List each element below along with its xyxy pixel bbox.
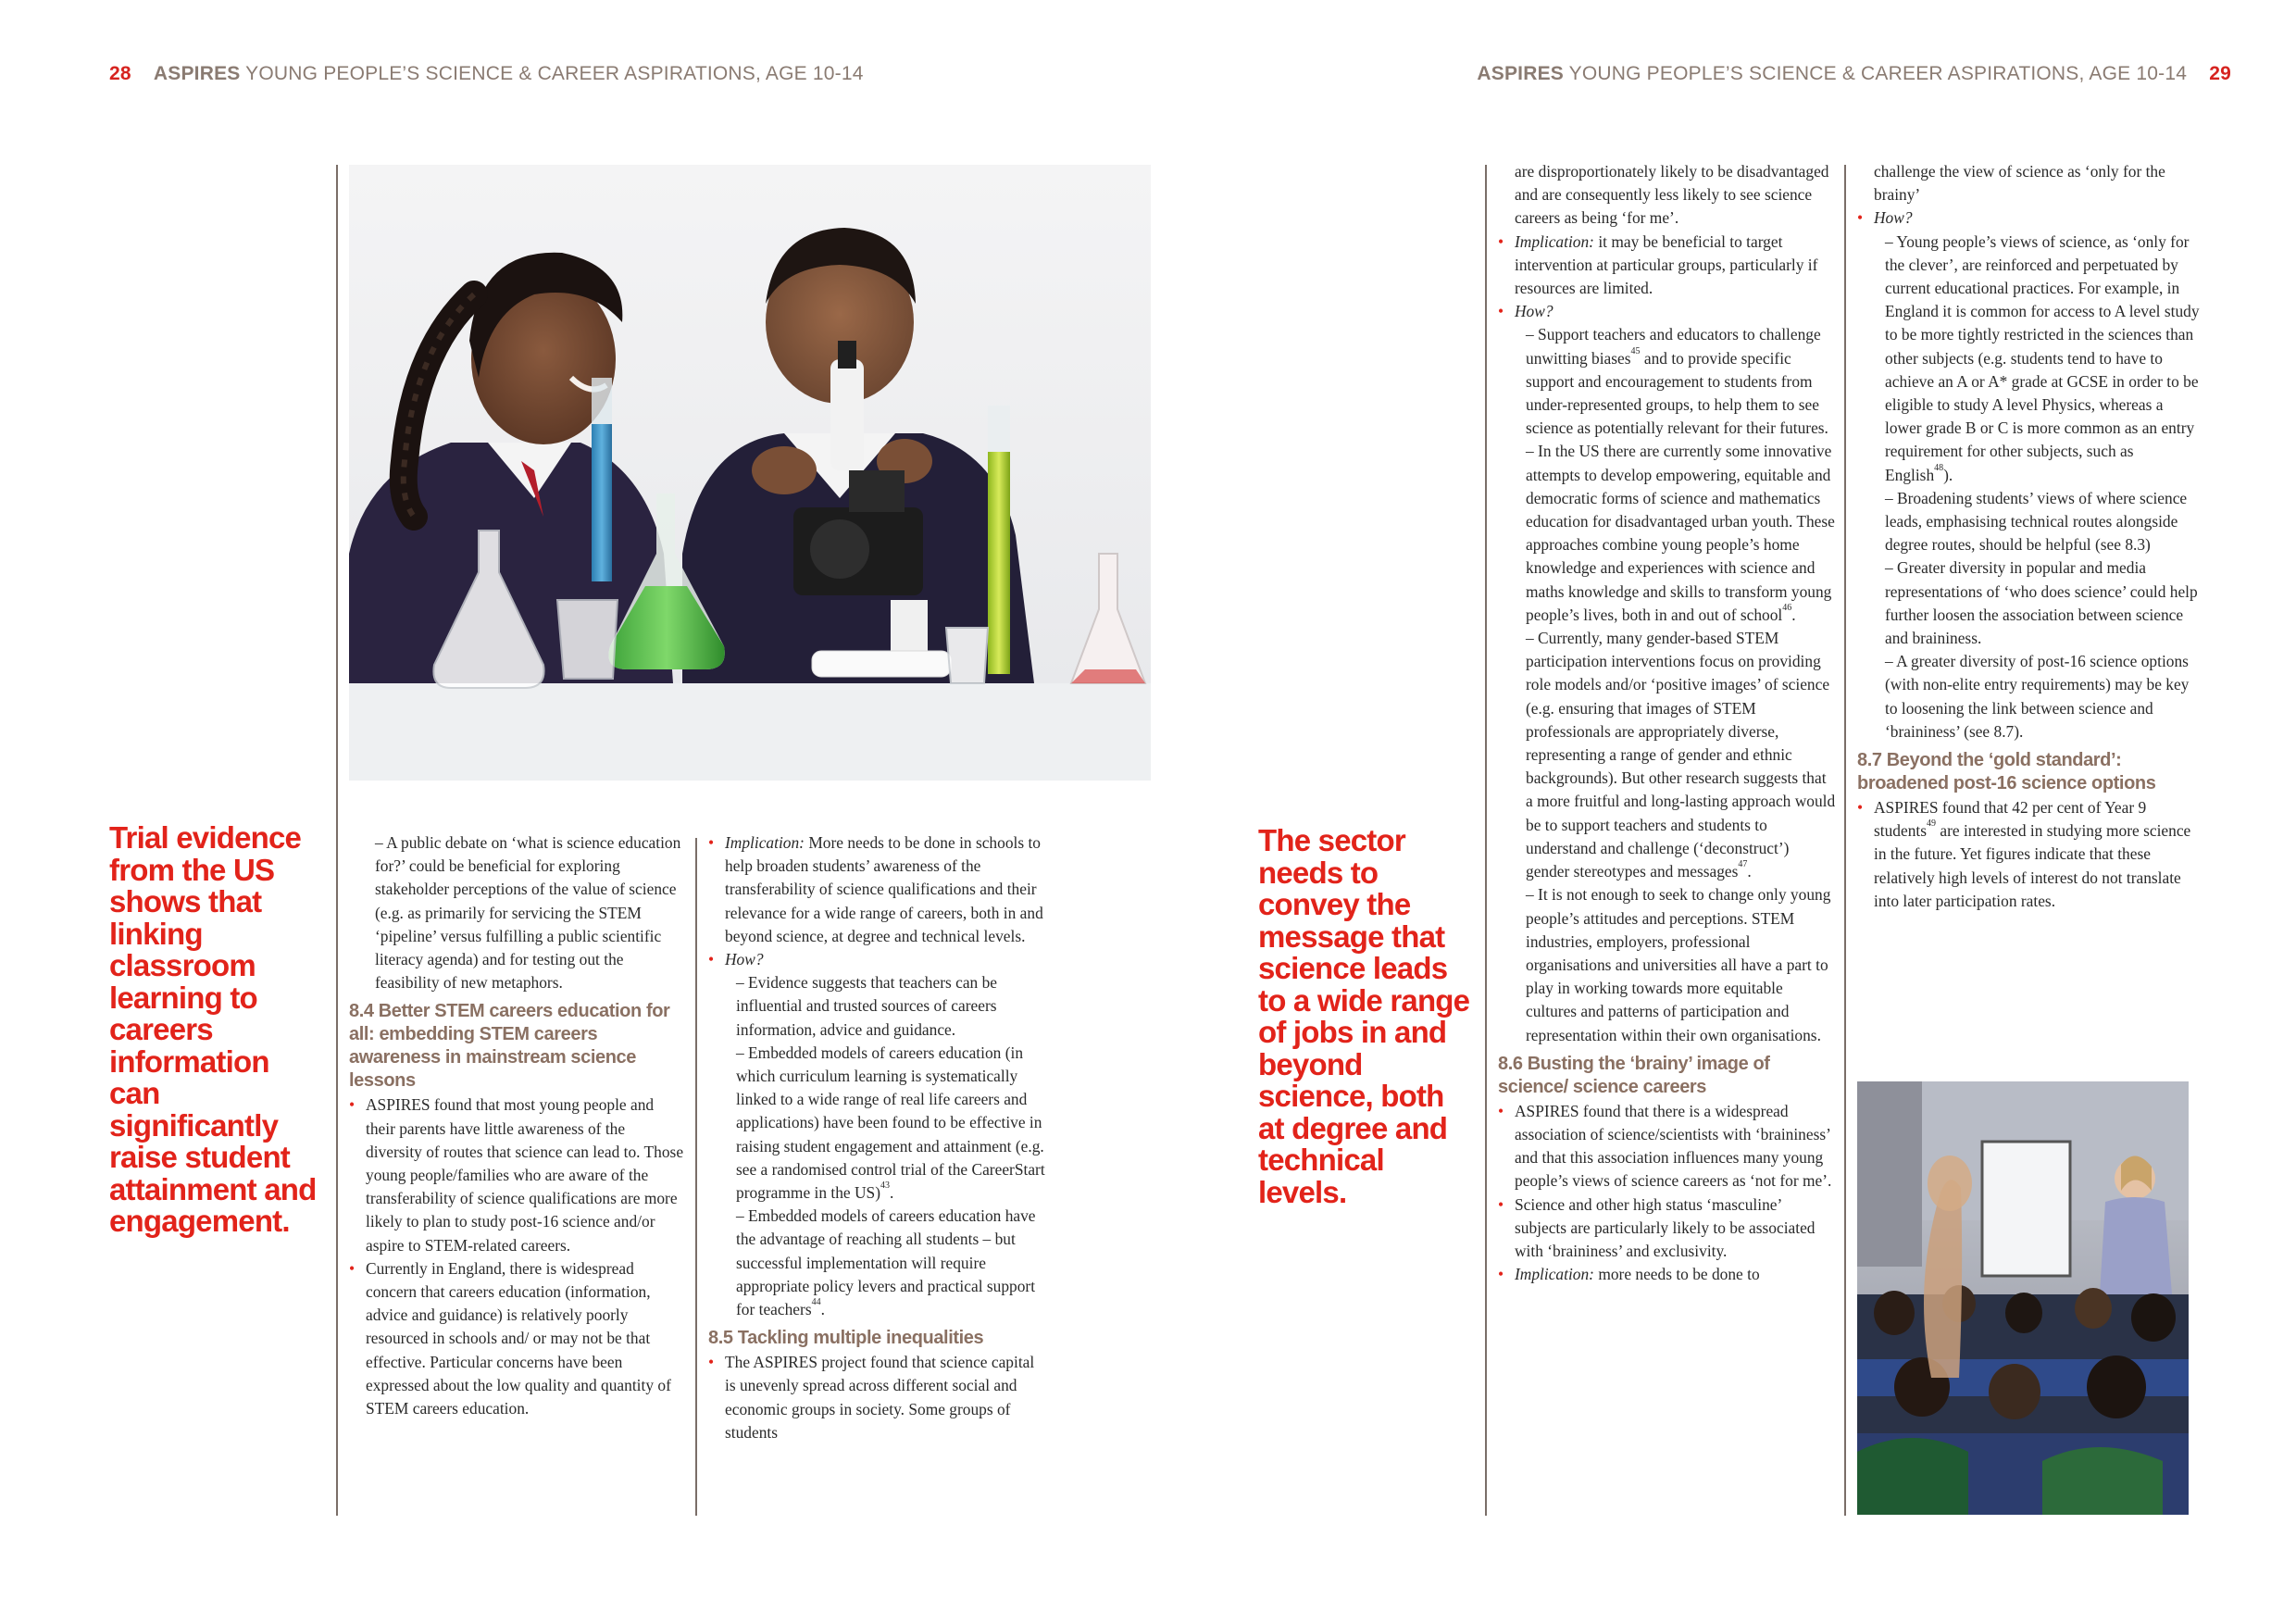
how-text-end: . — [820, 1300, 825, 1319]
footnote-ref: 49 — [1927, 818, 1937, 830]
how-text-end: . — [1747, 862, 1752, 881]
how-text: – In the US there are currently some innovative attempts to develop empowering, equitable and democratic forms of science and mathematics education for disadvantaged urban youth. These approaches combine young people’s home knowledge and experiences with science and maths knowledge and skills to transform young people’s lives, both in and out of school — [1526, 442, 1835, 624]
bullet-text-end: are interested in studying more science in the future. Yet figures indicate that these relatively high levels of interest do not translate into later participation rates. — [1874, 821, 2191, 910]
how-text: – Embedded models of careers education (in which curriculum learning is systematically linked to a wide range of real life careers and applications) have been found to be effective in raising student engagement and attainment (e.g. see a randomised control trial of the CareerStart programme in the US) — [736, 1043, 1045, 1203]
footnote-ref: 48 — [1934, 462, 1944, 473]
how-paragraph — [1498, 323, 1837, 440]
continued-paragraph: challenge the view of science as ‘only for the brainy’ — [1874, 162, 2165, 205]
continued-paragraph: are disproportionately likely to be disadvantaged and are consequently less likely to see science careers as being ‘for me’. — [1515, 162, 1829, 228]
section-heading-8-7: 8.7 Beyond the ‘gold standard’: broadened post-16 science options — [1857, 750, 2156, 794]
lecture-room-photo — [1857, 1081, 2189, 1515]
implication-text: it may be beneficial to target intervention at particular groups, particularly if resources are limited. — [1515, 231, 1818, 298]
implication-text: More needs to be done in schools to help broaden students’ awareness of the transferability of science qualifications and their relevance for a wide range of careers, both in and beyond science, at degree and technical levels. — [725, 833, 1043, 945]
how-paragraph: – It is not enough to seek to change only young people’s attitudes and perceptions. STEM industries, employers, professional organisations and universities all have a part to play in working towards more equitable cultures and patterns of participation and representation within their own organisations. — [1526, 885, 1831, 1044]
left-header-title: YOUNG PEOPLE’S SCIENCE & CAREER ASPIRATIONS, AGE 10-14 — [240, 63, 864, 84]
right-page-number: 29 — [2209, 63, 2231, 84]
how-text-end: . — [890, 1183, 894, 1203]
list-item — [1498, 1263, 1837, 1286]
how-paragraph: – Greater diversity in popular and media representations of ‘who does science’ could help further loosen the association between science and braininess. — [1885, 558, 2198, 648]
list-item — [708, 948, 1049, 971]
bullet-text: ASPIRES found that 42 per cent of Year 9 students — [1874, 798, 2147, 841]
how-label: How? — [1515, 302, 1554, 321]
footnote-ref: 46 — [1782, 602, 1792, 613]
left-page-number: 28 — [109, 63, 131, 84]
how-paragraph — [1498, 627, 1837, 883]
how-text-end: ). — [1943, 465, 1953, 484]
list-item — [1857, 796, 2202, 913]
how-text: – Young people’s views of science, as ‘only for the clever’, are reinforced and perpetuated by current educational practices. For example, in England it is common for access to A level study to be more tightly restricted in the sciences than other subjects (e.g. students tend to have to achieve an A or A* grade at GCSE in order to be eligible to study A level Physics, whereas a lower grade B or C is more common as an entry requirement for other subjects, such as English — [1885, 231, 2200, 484]
how-text: – Embedded models of careers education have the advantage of reaching all students – but successful implementation will require appropriate policy levers and practical support for teachers — [736, 1206, 1036, 1319]
pull-quote-left: Trial evidence from the US shows that linking classroom learning to careers information can significantly raise student attainment and engagement. — [109, 820, 317, 1238]
section-heading-8-5: 8.5 Tackling multiple inequalities — [708, 1328, 984, 1349]
classroom-science-photo — [349, 165, 1151, 781]
list-item: • ASPIRES found that most young people and their parents have little awareness of the diversity of routes that science can lead to. Those young people/families who are aware of the transferability of science qualifications are more likely to plan to study post-16 science and/or aspire to STEM-related careers. — [349, 1093, 685, 1256]
list-item: • The ASPIRES project found that science capital is unevenly spread across different social and economic groups in society. Some groups of students — [708, 1351, 1049, 1444]
how-text-end: and to provide specific support and encouragement to students from under-represented groups, to help them to see science as potentially relevant for their futures. — [1526, 348, 1828, 438]
column-rule-2 — [695, 838, 697, 1516]
public-debate-paragraph: – A public debate on ‘what is science education for?’ could be beneficial for exploring stakeholder perceptions of the value of science (e.g. as primarily for servicing the STEM ‘pipeline’ versus fulfilling a public scientific literacy agenda) and for testing out the feasibility of new metaphors. — [375, 833, 681, 993]
column-2 — [708, 831, 1049, 1444]
list-item — [1498, 231, 1837, 301]
how-paragraph: – A greater diversity of post-16 science options (with non-elite entry requirements) may be key to loosening the link between science and ‘braininess’ (see 8.7). — [1885, 652, 2190, 741]
left-header-brand: ASPIRES — [153, 63, 241, 84]
how-text-end: . — [1791, 605, 1796, 624]
footnote-ref: 45 — [1630, 345, 1641, 356]
how-paragraph: – Broadening students’ views of where science leads, emphasising technical routes alongside degree routes, should be helpful (see 8.3) — [1885, 488, 2188, 555]
list-item: • ASPIRES found that there is a widespread association of science/scientists with ‘braininess’ and that this association influences many young people’s views of science careers as ‘not for me’. — [1498, 1100, 1837, 1193]
column-3 — [1498, 160, 1837, 1286]
footnote-ref: 44 — [811, 1297, 821, 1308]
footnote-ref: 43 — [880, 1181, 890, 1192]
list-item — [1857, 206, 2202, 230]
implication-label: Implication: — [1515, 231, 1594, 251]
right-header-brand: ASPIRES — [1477, 63, 1564, 84]
how-label: How? — [1874, 208, 1913, 228]
column-1 — [349, 831, 685, 1420]
column-rule-1 — [336, 165, 338, 1516]
list-item: • Science and other high status ‘masculine’ subjects are particularly likely to be associated with ‘braininess’ and exclusivity. — [1498, 1193, 1837, 1264]
right-running-header — [1477, 63, 2231, 85]
column-4 — [1857, 160, 2202, 913]
implication-label: Implication: — [725, 833, 805, 852]
how-paragraph — [708, 1205, 1049, 1321]
list-item — [708, 831, 1049, 948]
pull-quote-right: The sector needs to convey the message that science leads to a wide range of jobs in and beyond science, both at degree and technical levels. — [1258, 823, 1470, 1209]
list-item — [1498, 300, 1837, 323]
column-rule-3 — [1485, 165, 1487, 1516]
section-heading-8-6: 8.6 Busting the ‘brainy’ image of science/ science careers — [1498, 1053, 1770, 1097]
footnote-ref: 47 — [1738, 859, 1748, 870]
left-running-header — [109, 63, 864, 85]
how-paragraph — [1498, 440, 1837, 627]
how-paragraph — [1857, 231, 2202, 487]
right-header-title: YOUNG PEOPLE’S SCIENCE & CAREER ASPIRATIONS, AGE 10-14 — [1563, 63, 2193, 84]
how-paragraph — [708, 1042, 1049, 1205]
how-paragraph: – Evidence suggests that teachers can be influential and trusted sources of careers information, advice and guidance. — [736, 973, 998, 1039]
how-label: How? — [725, 950, 764, 969]
list-item: • Currently in England, there is widespread concern that careers education (information, advice and guidance) is relatively poorly resourced in schools and/ or may not be that effective. Particular concerns have been expressed about the low quality and quantity of STEM careers education. — [349, 1257, 685, 1420]
column-rule-4 — [1844, 165, 1846, 1516]
implication-text: more needs to be done to — [1593, 1265, 1760, 1284]
implication-label: Implication: — [1515, 1265, 1594, 1284]
how-text: – Currently, many gender-based STEM participation interventions focus on providing role models and/or ‘positive images’ of science (e.g. ensuring that images of STEM professionals are appropriately diverse, representing a range of gender and ethnic backgrounds). But other research suggests that a more fruitful and long-lasting approach would be to support teachers and students to understand and challenge (‘deconstruct’) gender stereotypes and messages — [1526, 629, 1836, 881]
section-heading-8-4: 8.4 Better STEM careers education for all: embedding STEM careers awareness in mainstream science lessons — [349, 1001, 670, 1092]
how-text: – Support teachers and educators to challenge unwitting biases — [1526, 325, 1821, 368]
